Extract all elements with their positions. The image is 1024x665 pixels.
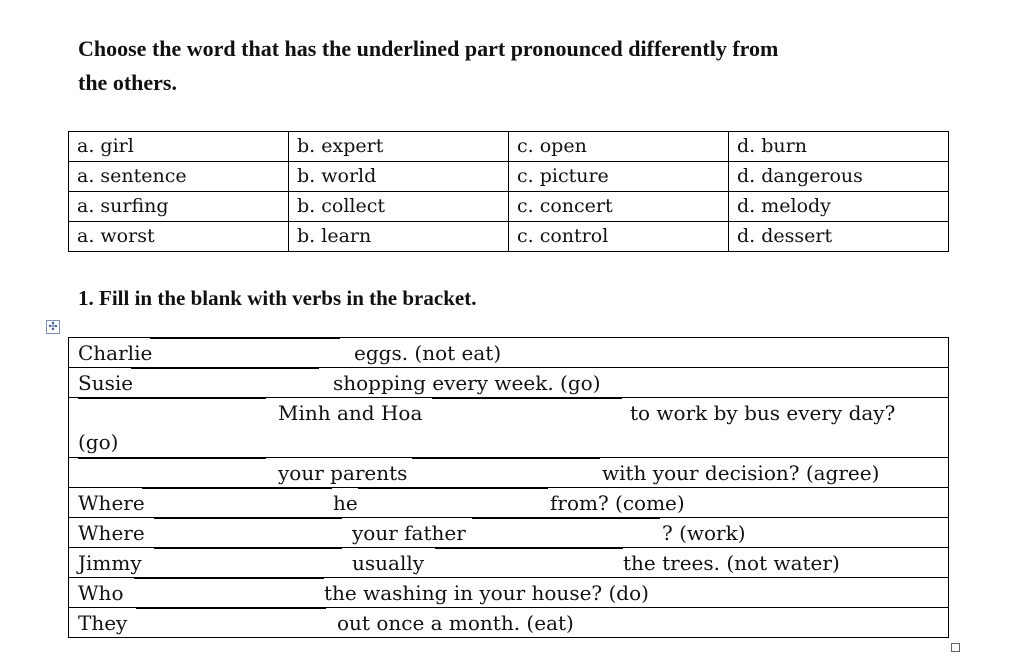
choice-cell: a. worst bbox=[69, 222, 289, 252]
answer-blank[interactable] bbox=[134, 578, 324, 579]
sentence-text: your parents bbox=[278, 461, 408, 485]
table-row bbox=[69, 458, 949, 488]
choice-cell: a. girl bbox=[69, 132, 289, 162]
choice-cell: d. dangerous bbox=[729, 162, 949, 192]
choice-cell: c. concert bbox=[509, 192, 729, 222]
fill-in-blank-table bbox=[68, 337, 949, 638]
choice-cell: a. sentence bbox=[69, 162, 289, 192]
table-row bbox=[69, 608, 949, 638]
choice-cell: b. collect bbox=[289, 192, 509, 222]
table-row bbox=[69, 548, 949, 578]
sentence-text: the trees. (not water) bbox=[623, 551, 840, 575]
table-row bbox=[69, 398, 949, 458]
sentence-text: They bbox=[78, 611, 128, 635]
choice-cell: c. picture bbox=[509, 162, 729, 192]
choice-cell: b. learn bbox=[289, 222, 509, 252]
choice-cell: c. open bbox=[509, 132, 729, 162]
choice-cell: b. world bbox=[289, 162, 509, 192]
answer-blank[interactable] bbox=[432, 398, 622, 399]
sentence-text: eggs. (not eat) bbox=[354, 341, 502, 365]
sentence-text: Minh and Hoa bbox=[278, 401, 423, 425]
table-row bbox=[69, 192, 949, 222]
sentence-text: he bbox=[333, 491, 358, 515]
table-row bbox=[69, 132, 949, 162]
table-row bbox=[69, 578, 949, 608]
table-row bbox=[69, 222, 949, 252]
answer-blank[interactable] bbox=[154, 518, 342, 519]
sentence-text: (go) bbox=[78, 430, 119, 454]
choice-cell: d. dessert bbox=[729, 222, 949, 252]
sentence-text: to work by bus every day? bbox=[630, 401, 896, 425]
choice-cell: a. surfing bbox=[69, 192, 289, 222]
answer-blank[interactable] bbox=[412, 458, 600, 459]
answer-blank[interactable] bbox=[435, 548, 623, 549]
answer-blank[interactable] bbox=[78, 398, 266, 399]
sentence-text: Who bbox=[78, 581, 124, 605]
sentence-text: usually bbox=[352, 551, 425, 575]
answer-blank[interactable] bbox=[154, 548, 342, 549]
sentence-text: Charlie bbox=[78, 341, 153, 365]
table-move-handle-icon[interactable]: ✣ bbox=[46, 320, 60, 334]
sentence-text: your father bbox=[352, 521, 466, 545]
exercise-instruction bbox=[78, 32, 938, 100]
sentence-text: shopping every week. (go) bbox=[333, 371, 601, 395]
instruction-line-1: Choose the word that has the underlined part pronounced differently from bbox=[78, 36, 779, 61]
choice-cell: c. control bbox=[509, 222, 729, 252]
instruction-line-2: the others. bbox=[78, 70, 177, 95]
answer-blank[interactable] bbox=[358, 488, 548, 489]
table-row bbox=[69, 518, 949, 548]
answer-blank[interactable] bbox=[131, 368, 319, 369]
section-1-title: 1. Fill in the blank with verbs in the bracket. bbox=[78, 286, 477, 310]
answer-blank[interactable] bbox=[150, 338, 340, 339]
pronunciation-choices-table bbox=[68, 131, 949, 252]
choice-cell: d. burn bbox=[729, 132, 949, 162]
sentence-text: the washing in your house? (do) bbox=[324, 581, 649, 605]
table-row bbox=[69, 338, 949, 368]
sentence-text: out once a month. (eat) bbox=[337, 611, 574, 635]
sentence-text: Where bbox=[78, 491, 145, 515]
table-resize-handle-icon[interactable] bbox=[951, 643, 960, 652]
sentence-text: with your decision? (agree) bbox=[602, 461, 880, 485]
table-row bbox=[69, 368, 949, 398]
answer-blank[interactable] bbox=[142, 488, 332, 489]
sentence-text: ? (work) bbox=[662, 521, 746, 545]
answer-blank[interactable] bbox=[472, 518, 660, 519]
answer-blank[interactable] bbox=[136, 608, 326, 609]
choice-cell: b. expert bbox=[289, 132, 509, 162]
sentence-text: Where bbox=[78, 521, 145, 545]
sentence-text: from? (come) bbox=[550, 491, 685, 515]
answer-blank[interactable] bbox=[78, 458, 266, 459]
table-row bbox=[69, 488, 949, 518]
table-row bbox=[69, 162, 949, 192]
sentence-text: Jimmy bbox=[78, 551, 142, 575]
sentence-text: Susie bbox=[78, 371, 134, 395]
choice-cell: d. melody bbox=[729, 192, 949, 222]
